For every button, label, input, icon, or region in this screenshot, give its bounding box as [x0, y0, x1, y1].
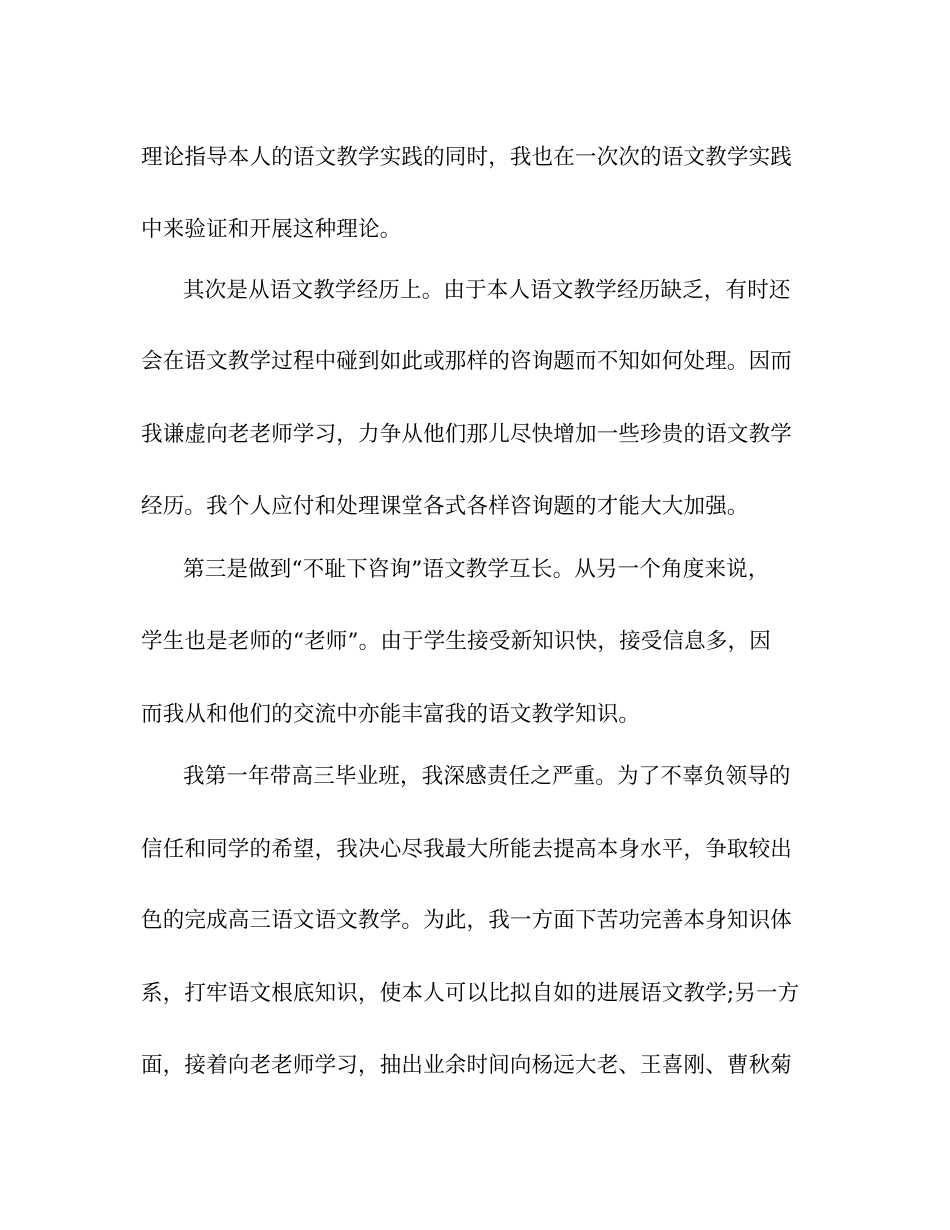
paragraph-start-line: 我第一年带高三毕业班，我深感责任之严重。为了不辜负领导的: [183, 764, 791, 789]
paragraph-start-line: 其次是从语文教学经历上。由于本人语文教学经历缺乏，有时还: [183, 278, 791, 303]
text-line: 信任和同学的希望，我决心尽我最大所能去提高本身水平，争取较出: [141, 837, 793, 862]
text-line: 理论指导本人的语文教学实践的同时，我也在一次次的语文教学实践: [141, 145, 793, 170]
paragraph-start-line: 第三是做到“不耻下咨询”语文教学互长。从另一个角度来说，: [183, 557, 770, 582]
text-line: 系，打牢语文根底知识，使本人可以比拟自如的进展语文教学;另一方: [141, 981, 800, 1006]
text-line: 中来验证和开展这种理论。: [141, 217, 402, 242]
text-line: 面，接着向老老师学习，抽出业余时间向杨远大老、王喜刚、曹秋菊: [141, 1053, 793, 1078]
text-line: 学生也是老师的“老师”。由于学生接受新知识快，接受信息多，因: [141, 629, 771, 654]
text-line: 而我从和他们的交流中亦能丰富我的语文教学知识。: [141, 702, 641, 727]
text-line: 会在语文教学过程中碰到如此或那样的咨询题而不知如何处理。因而: [141, 349, 793, 374]
text-line: 我谦虚向老老师学习，力争从他们那儿尽快增加一些珍贵的语文教学: [141, 422, 793, 447]
text-line: 色的完成高三语文语文教学。为此，我一方面下苦功完善本身知识体: [141, 908, 793, 933]
text-line: 经历。我个人应付和处理课堂各式各样咨询题的才能大大加强。: [141, 494, 749, 519]
